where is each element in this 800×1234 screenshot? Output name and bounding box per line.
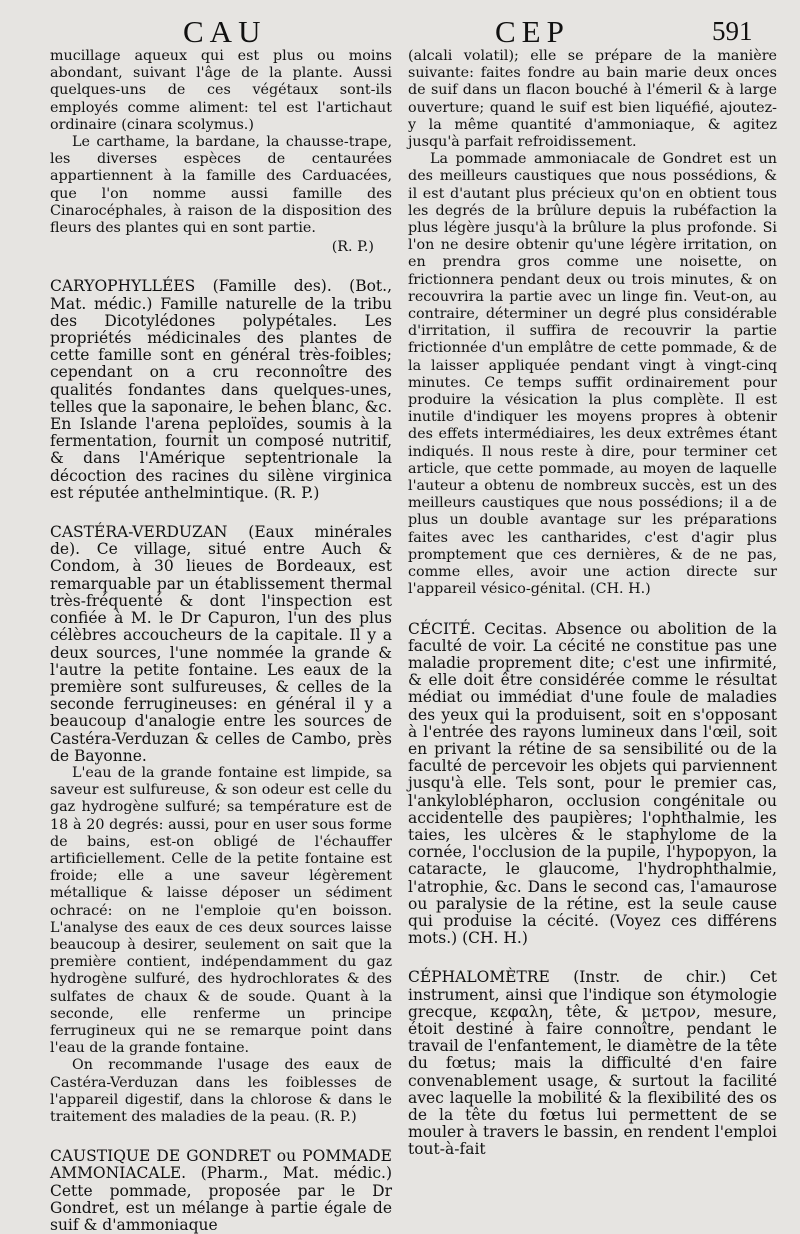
paragraph-carduacees-family: Le carthame, la bardane, la chausse-trape, les diverses espèces de centaurées appartiennent à la famille des Carduacées, que l'on nomme aussi famille des Cinarocéphales, à raison de la disposition des fleurs des plantes qui en sont partie.: [50, 134, 392, 237]
right-column: [408, 48, 777, 1159]
entry-cecite: CÉCITÉ. Cecitas. Absence ou abolition de la faculté de voir. La cécité ne constitue pas une maladie proprement dite; c'est une infirmité, & elle doit être considérée comme le résultat médiat ou immédiat d'une foule de maladies des yeux qui la produisent, soit en s'opposant à l'entrée des rayons lumineux dans l'œil, soit en privant la rétine de sa sensibilité ou de la faculté de percevoir les objets qui parviennent jusqu'à elle. Tels sont, pour le premier cas, l'ankyloblépharon, occlusion congénitale ou accidentelle des paupières; l'ophthalmie, les taies, les ulcères & le staphylome de la cornée, l'occlusion de la pupile, l'hypopyon, la cataracte, le glaucome, l'hydrophthalmie, l'atrophie, &c. Dans le second cas, l'amaurose ou paralysie de la rétine, est la seule cause qui produise la cécité. (Voyez ces différens mots.) (CH. H.): [408, 619, 777, 948]
paragraph-castera-analysis: L'eau de la grande fontaine est limpide, sa saveur est sulfureuse, & son odeur est celle du gaz hydrogène sulfuré; sa température est de 18 à 20 degrés: aussi, pour en user sous forme de bains, est-on obligé de l'échauffer artificiellement. Celle de la petite fontaine est froide; elle a une saveur légèrement métallique & laisse déposer un sédiment ochracé: on ne l'emploie qu'en boisson. L'analyse des eaux de ces deux sources laisse beaucoup à desirer, seulement on sait que la première contient, indépendamment du gaz hydrogène sulfuré, des hydrochlorates & des sulfates de chaux & de soude. Quant à la seconde, elle renferme un principe ferrugineux qui ne se remarque point dans l'eau de la grande fontaine.: [50, 764, 392, 1057]
header-left-word: CAU: [183, 14, 267, 49]
paragraph-caustique-usage: La pommade ammoniacale de Gondret est un des meilleurs caustiques que nous possédions, & il est d'autant plus précieux qu'on en obtient tous les degrés de la brûlure depuis la rubéfaction la plus légère jusqu'à la brûlure la plus profonde. Si l'on ne desire obtenir qu'une légère irritation, on en prendra gros comme une noisette, on frictionnera pendant deux ou trois minutes, & on recouvrira la partie avec un linge fin. Veut-on, au contraire, déterminer un degré plus considérable d'irritation, il suffira de recouvrir la partie frictionnée d'un emplâtre de cette pommade, & de la laisser appliquée pendant vingt à vingt-cinq minutes. Ce temps suffit ordinairement pour produire la vésication la plus complète. Il est inutile d'indiquer les moyens propres à obtenir des effets intermédiaires, les deux extrêmes étant indiqués. Il nous reste à dire, pour terminer cet article, que cette pommade, au moyen de laquelle l'auteur a obtenu de nombreux succès, est un des meilleurs caustiques que nous possédions; il a de plus un double avantage sur les préparations faites avec les cantharides, c'est d'agir plus promptement que ces dernières, & de ne pas, comme elles, avoir une action directe sur l'appareil vésico-génital. (CH. H.): [408, 151, 777, 598]
page-number: 591: [712, 16, 753, 46]
entry-caustique-de-gondret: CAUSTIQUE DE GONDRET ou POMMADE AMMONIACALE. (Pharm., Mat. médic.) Cette pommade, proposée par le Dr Gondret, est un mélange à partie égale de suif & d'ammoniaque: [50, 1147, 392, 1234]
running-header: [0, 14, 800, 48]
entry-castera-verduzan: CASTÉRA-VERDUZAN (Eaux minérales de). Ce village, situé entre Auch & Condom, à 30 lieues de Bordeaux, est remarquable par un établissement thermal très-fréquenté & dont l'inspection est confiée à M. le Dr Capuron, l'un des plus célèbres accoucheurs de la capitale. Il y a deux sources, l'une nommée la grande & l'autre la petite fontaine. Les eaux de la première sont sulfureuses, & celles de la seconde ferrugineuses: en général il y a beaucoup d'analogie entre les sources de Castéra-Verduzan & celles de Cambo, près de Bayonne.: [50, 523, 392, 765]
entry-cephalometre: CÉPHALOMÈTRE (Instr. de chir.) Cet instrument, ainsi que l'indique son étymologie grecque, κεφαλη, tête, & μετρον, mesure, étoit destiné à faire connoître, pendant le travail de l'enfantement, le diamètre de la tête du fœtus; mais la difficulté d'en faire convenablement usage, & surtout la facilité avec laquelle la mobilité & la flexibilité des os de la tête du fœtus lui permettent de se mouler à travers le bassin, en rendent l'emploi tout-à-fait: [408, 968, 777, 1159]
header-right-word: CEP: [495, 14, 570, 49]
author-signature: (R. P.): [331, 239, 374, 256]
entry-caryophyllees: CARYOPHYLLÉES (Famille des). (Bot., Mat. médic.) Famille naturelle de la tribu des Dicotylédones polypétales. Les propriétés médicinales des plantes de cette famille sont en général très-foibles; cependant on a cru reconnoître des qualités fondantes dans quelques-unes, telles que la saponaire, le behen blanc, &c. En Islande l'arena peploïdes, soumis à la fermentation, fournit un composé nutritif, & dans l'Amérique septentrionale la décoction des racines du silène virginica est réputée anthelmintique. (R. P.): [50, 277, 392, 502]
paragraph-caustique-preparation: (alcali volatil); elle se prépare de la manière suivante: faites fondre au bain marie deux onces de suif dans un flacon bouché à l'émeril & à large ouverture; quand le suif est bien liquéfié, ajoutez-y la même quantité d'ammoniaque, & agitez jusqu'à parfait refroidissement.: [408, 48, 777, 151]
paragraph-castera-usage: On recommande l'usage des eaux de Castéra-Verduzan dans les foiblesses de l'appareil digestif, dans la chlorose & dans le traitement des maladies de la peau. (R. P.): [50, 1057, 392, 1125]
left-column: [50, 48, 392, 1234]
paragraph-carduacees-continued: mucillage aqueux qui est plus ou moins abondant, suivant l'âge de la plante. Aussi quelques-uns de ces végétaux sont-ils employés comme aliment: tel est l'artichaut ordinaire (cinara scolymus.): [50, 48, 392, 133]
